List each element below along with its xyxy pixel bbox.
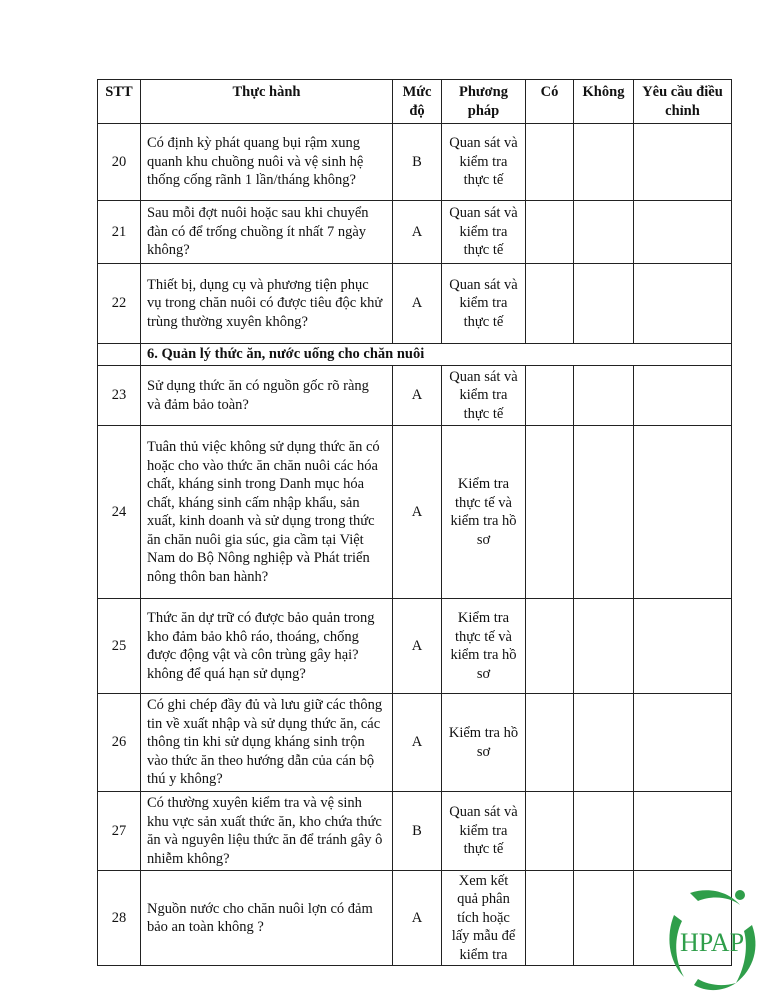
no-cell: [574, 599, 634, 694]
table-row: [98, 426, 732, 599]
level-cell: A: [393, 871, 442, 966]
stt-cell: 20: [98, 124, 141, 201]
header-yes: Có: [526, 80, 574, 124]
stt-cell: 22: [98, 264, 141, 344]
method-cell: Quan sát và kiểm tra thực tế: [442, 366, 526, 426]
adjust-cell: [634, 264, 732, 344]
yes-cell: [526, 871, 574, 966]
method-cell: Kiểm tra thực tế và kiểm tra hồ sơ: [442, 426, 526, 599]
yes-cell: [526, 366, 574, 426]
method-cell: Quan sát và kiểm tra thực tế: [442, 264, 526, 344]
header-adjust: Yêu cầu điều chỉnh: [634, 80, 732, 124]
no-cell: [574, 264, 634, 344]
practice-cell: Nguồn nước cho chăn nuôi lợn có đảm bảo an toàn không ?: [141, 871, 393, 966]
header-stt: STT: [98, 80, 141, 124]
table-row: [98, 264, 732, 344]
table-row: [98, 201, 732, 264]
section-stt-cell: [98, 344, 141, 366]
adjust-cell: [634, 792, 732, 871]
practice-cell: Thức ăn dự trữ có được bảo quản trong kho đảm bảo khô ráo, thoáng, chống được động vật và côn trùng gây hại? không để quá hạn sử dụng?: [141, 599, 393, 694]
logo-text: HPAP: [679, 928, 745, 957]
header-level: Mức độ: [393, 80, 442, 124]
level-cell: B: [393, 124, 442, 201]
practice-cell: Có định kỳ phát quang bụi rậm xung quanh khu chuồng nuôi và vệ sinh hệ thống cống rãnh 1 lần/tháng không?: [141, 124, 393, 201]
yes-cell: [526, 124, 574, 201]
table-row: [98, 792, 732, 871]
no-cell: [574, 792, 634, 871]
section-row: [98, 344, 732, 366]
header-practice: Thực hành: [141, 80, 393, 124]
table-row: [98, 124, 732, 201]
level-cell: A: [393, 426, 442, 599]
stt-cell: 27: [98, 792, 141, 871]
practice-cell: Sử dụng thức ăn có nguồn gốc rõ ràng và đảm bảo toàn?: [141, 366, 393, 426]
no-cell: [574, 201, 634, 264]
yes-cell: [526, 694, 574, 792]
stt-cell: 23: [98, 366, 141, 426]
header-no: Không: [574, 80, 634, 124]
level-cell: B: [393, 792, 442, 871]
header-method: Phương pháp: [442, 80, 526, 124]
stt-cell: 28: [98, 871, 141, 966]
method-cell: Xem kết quả phân tích hoặc lấy mẫu để kiểm tra: [442, 871, 526, 966]
hpap-logo: [660, 885, 765, 995]
table-row: [98, 599, 732, 694]
method-cell: Quan sát và kiểm tra thực tế: [442, 124, 526, 201]
level-cell: A: [393, 366, 442, 426]
table-row: [98, 871, 732, 966]
table-row: [98, 366, 732, 426]
adjust-cell: [634, 426, 732, 599]
adjust-cell: [634, 366, 732, 426]
section-title: 6. Quản lý thức ăn, nước uống cho chăn nuôi: [141, 344, 732, 366]
yes-cell: [526, 599, 574, 694]
practice-cell: Sau mỗi đợt nuôi hoặc sau khi chuyển đàn có để trống chuồng ít nhất 7 ngày không?: [141, 201, 393, 264]
practice-cell: Có ghi chép đầy đủ và lưu giữ các thông tin về xuất nhập và sử dụng thức ăn, các thông tin khi sử dụng kháng sinh trộn vào thức ăn theo hướng dẫn của cán bộ thú y không?: [141, 694, 393, 792]
practice-cell: Có thường xuyên kiểm tra và vệ sinh khu vực sản xuất thức ăn, kho chứa thức ăn và nguyên liệu thức ăn để tránh gây ô nhiễm không?: [141, 792, 393, 871]
no-cell: [574, 366, 634, 426]
no-cell: [574, 694, 634, 792]
yes-cell: [526, 264, 574, 344]
yes-cell: [526, 792, 574, 871]
yes-cell: [526, 201, 574, 264]
practice-cell: Tuân thủ việc không sử dụng thức ăn có hoặc cho vào thức ăn chăn nuôi các hóa chất, kháng sinh trong Danh mục hóa chất, kháng sinh cấm nhập khẩu, sản xuất, kinh doanh và sử dụng trong thức ăn chăn nuôi gia súc, gia cầm tại Việt Nam do Bộ Nông nghiệp và Phát triển nông thôn ban hành?: [141, 426, 393, 599]
table-header-row: [98, 80, 732, 124]
no-cell: [574, 124, 634, 201]
level-cell: A: [393, 599, 442, 694]
stt-cell: 21: [98, 201, 141, 264]
method-cell: Quan sát và kiểm tra thực tế: [442, 792, 526, 871]
level-cell: A: [393, 264, 442, 344]
checklist-table: [97, 79, 732, 966]
method-cell: Quan sát và kiểm tra thực tế: [442, 201, 526, 264]
table-row: [98, 694, 732, 792]
practice-cell: Thiết bị, dụng cụ và phương tiện phục vụ trong chăn nuôi có được tiêu độc khử trùng thường xuyên không?: [141, 264, 393, 344]
method-cell: Kiểm tra hồ sơ: [442, 694, 526, 792]
stt-cell: 25: [98, 599, 141, 694]
level-cell: A: [393, 201, 442, 264]
no-cell: [574, 426, 634, 599]
yes-cell: [526, 426, 574, 599]
adjust-cell: [634, 694, 732, 792]
stt-cell: 26: [98, 694, 141, 792]
adjust-cell: [634, 599, 732, 694]
stt-cell: 24: [98, 426, 141, 599]
adjust-cell: [634, 201, 732, 264]
level-cell: A: [393, 694, 442, 792]
method-cell: Kiểm tra thực tế và kiểm tra hồ sơ: [442, 599, 526, 694]
no-cell: [574, 871, 634, 966]
adjust-cell: [634, 124, 732, 201]
